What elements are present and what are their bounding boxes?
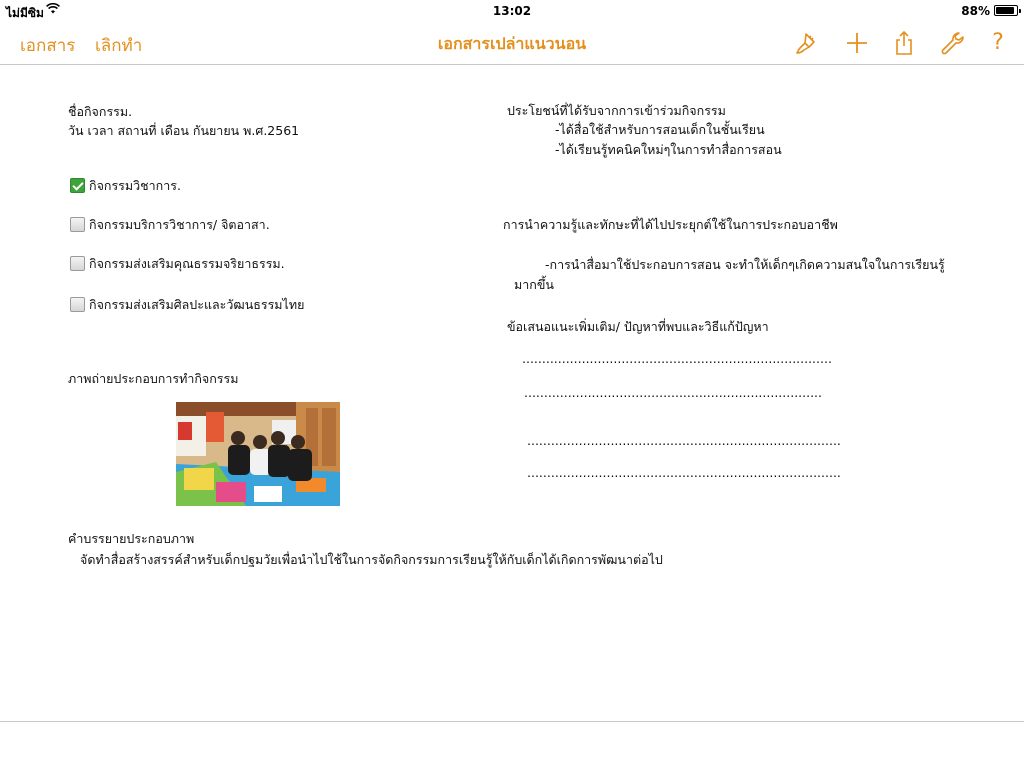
dotted-line: ............................................................................... (527, 465, 841, 480)
battery-fill (996, 7, 1014, 14)
activity-photo[interactable] (176, 402, 340, 506)
benefit-item: -ได้เรียนรู้ทคนิคใหม่ๆในการทำสื่อการสอน (555, 142, 782, 157)
toolbar (0, 22, 1024, 65)
document-title[interactable]: เอกสารเปล่าแนวนอน (437, 34, 587, 53)
application-heading: การนำความรู้และทักษะที่ได้ไปประยุกต์ใช้ในการประกอบอาชีพ (503, 217, 838, 232)
checkbox-item (70, 295, 304, 315)
checkbox-checked-icon[interactable] (70, 178, 85, 193)
checkbox-label: กิจกรรมบริการวิชาการ/ จิตอาสา. (89, 217, 270, 232)
battery-percent: 88% (961, 4, 990, 18)
paintbrush-icon[interactable] (792, 29, 820, 57)
checkbox-item (70, 254, 285, 274)
benefits-heading: ประโยชน์ที่ได้รับจากการเข้าร่วมกิจกรรม (507, 103, 726, 118)
checkbox-unchecked-icon[interactable] (70, 217, 85, 232)
share-icon[interactable] (890, 29, 918, 57)
dotted-line: .............................................................................. (522, 351, 832, 366)
checkbox-label: กิจกรรมส่งเสริมคุณธรรมจริยาธรรม. (89, 256, 285, 271)
carrier-label: ไม่มีซิม (6, 6, 44, 20)
dotted-line: ........................................................................... (524, 385, 823, 400)
caption-text: จัดทำสื่อสร้างสรรค์สำหรับเด็กปฐมวัยเพื่อนำไปใช้ในการจัดกิจกรรมการเรียนรู้ให้กับเด็กได้เกิดการพัฒนาต่อไป (80, 552, 663, 567)
plus-icon[interactable] (843, 29, 871, 57)
wrench-icon[interactable] (938, 29, 966, 57)
documents-button[interactable]: เอกสาร (20, 36, 76, 56)
caption-label: คำบรรยายประกอบภาพ (68, 531, 195, 546)
bottom-divider (0, 721, 1024, 722)
checkbox-label: กิจกรรมส่งเสริมศิลปะและวัฒนธรรมไทย (89, 297, 305, 312)
date-place-line: วัน เวลา สถานที่ เดือน กันยายน พ.ศ.2561 (68, 123, 300, 138)
benefit-item: -ได้สื่อใช้สำหรับการสอนเด็กในชั้นเรียน (555, 122, 765, 137)
battery-icon (994, 5, 1018, 16)
undo-button[interactable]: เลิกทำ (95, 36, 143, 56)
activity-name-label: ชื่อกิจกรรม. (68, 104, 133, 119)
help-icon[interactable]: ? (992, 30, 1004, 55)
photo-label: ภาพถ่ายประกอบการทำกิจกรรม (68, 371, 239, 386)
clock: 13:02 (492, 4, 532, 18)
suggestion-heading: ข้อเสนอแนะเพิ่มเติม/ ปัญหาที่พบและวิธีแก้ปัญหา (507, 319, 769, 334)
application-line: มากขึ้น (514, 277, 554, 292)
application-line: -การนำสื่อมาใช้ประกอบการสอน จะทำให้เด็กๆเกิดความสนใจในการเรียนรู้ (545, 257, 945, 272)
document-page[interactable] (0, 66, 1024, 721)
checkbox-unchecked-icon[interactable] (70, 297, 85, 312)
checkbox-label: กิจกรรมวิชาการ. (89, 178, 181, 193)
checkbox-item (70, 215, 270, 235)
checkbox-unchecked-icon[interactable] (70, 256, 85, 271)
dotted-line: ............................................................................... (527, 433, 841, 448)
status-bar (0, 0, 1024, 22)
checkbox-item (70, 176, 181, 196)
